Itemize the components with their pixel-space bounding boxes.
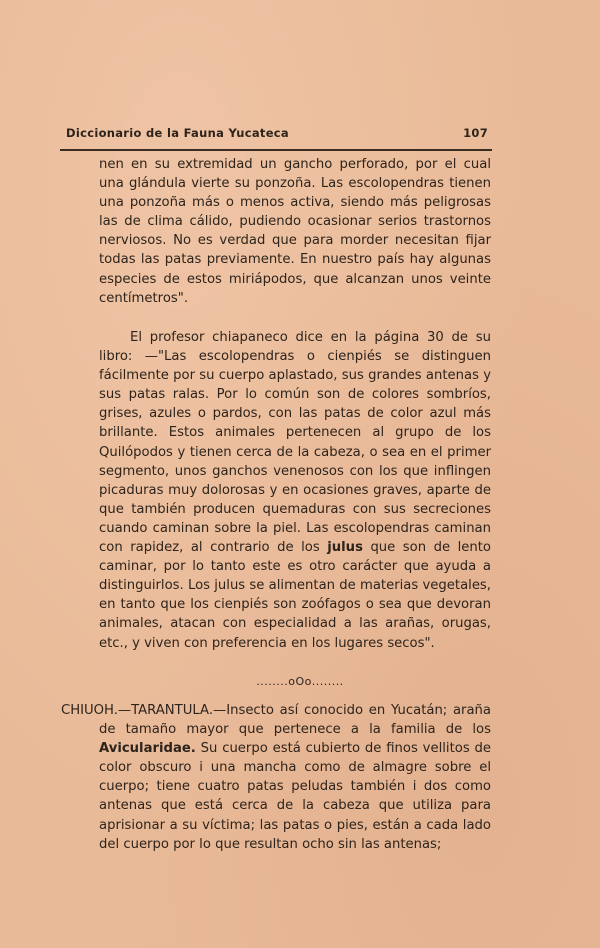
paragraph-1 [99, 155, 491, 308]
page-header [66, 126, 488, 142]
entry-headword: CHIUOH.—TARANTULA.— [61, 703, 227, 718]
entry-text-end: Su cuerpo está cubierto de finos vellitos de color obscuro i una mancha como de almagre sobre el cuerpo; tiene cuatro patas peludas también i dos como antenas que está cerca de la cabeza que utiliza para aprisionar a su víctima; las patas o pies, están a cada lado del cuerpo por lo que resultan ocho sin las antenas; [99, 741, 491, 852]
header-rule [60, 149, 492, 151]
page-number: 107 [463, 126, 488, 140]
dictionary-entry [61, 701, 491, 854]
section-separator: ........oOo........ [256, 675, 344, 688]
paragraph-1-text: nen en su extremidad un gancho perforado, por el cual una glándula vierte su ponzoña. Las escolopendras tienen una ponzoña más o menos activa, siendo más peligrosas las de clima cálido, pudiendo ocasionar serios trastornos nerviosos. No es verdad que para morder necesitan fijar todas las patas previamente. En nuestro país hay algunas especies de estos miriápodos, que alcanzan unos veinte centímetros". [99, 157, 491, 306]
paragraph-2 [99, 328, 491, 653]
paragraph-2-bold-term: julus [327, 540, 363, 556]
entry-bold-term: Avicularidae. [99, 741, 196, 757]
paragraph-2-text-start: El profesor chiapaneco dice en la página 30 de su libro: —"Las escolopendras o cienpiés se distinguen fácilmente por su cuerpo aplastado, sus grandes antenas y sus patas ralas. Por lo común son de colores sombríos, grises, azules o pardos, con las patas de color azul más brillante. Estos animales pertenecen al grupo de los Quilópodos y tienen cerca de la cabeza, o sea en el primer segmento, unos ganchos venenosos con los que inflingen picaduras muy dolorosas y en ocasiones graves, aparte de que también producen quemaduras con sus secreciones cuando caminan sobre la piel. Las escolopendras caminan con rapidez, al contrario de los [99, 330, 491, 556]
paragraph-2-text-end: que son de lento caminar, por lo tanto este es otro carácter que ayuda a distinguirlos. Los julus se alimentan de materias vegetales, en tanto que los cienpiés son zoófagos o sea que devoran animales, atacan con especialidad a las arañas, orugas, etc., y viven con preferencia en los lugares secos". [99, 540, 491, 651]
entry-text-start: Insecto así conocido en Yucatán; araña de tamaño mayor que pertenece a la familia de los [99, 703, 491, 738]
running-title: Diccionario de la Fauna Yucateca [66, 126, 289, 140]
